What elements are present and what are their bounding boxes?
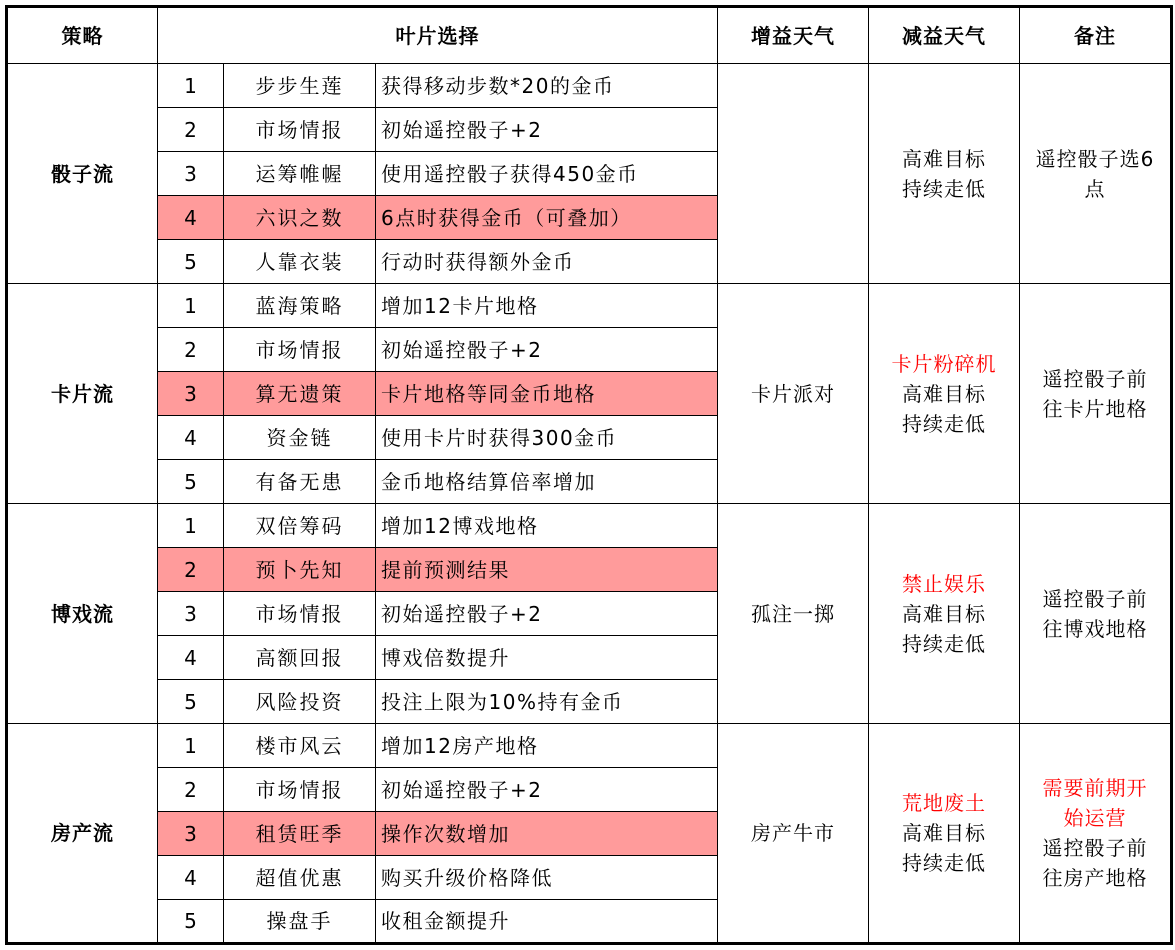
leaf-description: 初始遥控骰子+2 (376, 592, 718, 636)
table-row (7, 284, 1172, 328)
note-cell (1020, 64, 1172, 284)
note-text-line: 点 (1084, 176, 1106, 201)
leaf-description: 使用遥控骰子获得450金币 (376, 152, 718, 196)
strategy-cell: 骰子流 (7, 64, 158, 284)
leaf-description: 购买升级价格降低 (376, 856, 718, 900)
debuff-alert-text: 卡片粉碎机 (891, 351, 997, 376)
debuff-text-line: 持续走低 (902, 851, 987, 875)
leaf-number: 4 (158, 856, 224, 900)
leaf-number: 1 (158, 64, 224, 108)
leaf-name: 市场情报 (224, 592, 376, 636)
header-strategy: 策略 (7, 7, 158, 64)
debuff-text-line: 高难目标 (902, 821, 987, 845)
strategy-table (5, 5, 1173, 945)
leaf-number: 5 (158, 460, 224, 504)
leaf-description: 增加12卡片地格 (376, 284, 718, 328)
leaf-number: 1 (158, 504, 224, 548)
leaf-number: 2 (158, 108, 224, 152)
debuff-alert-text: 荒地废土 (902, 791, 987, 815)
strategy-cell: 房产流 (7, 724, 158, 944)
leaf-description: 6点时获得金币（可叠加） (376, 196, 718, 240)
debuff-text-line: 持续走低 (902, 176, 987, 201)
leaf-description: 初始遥控骰子+2 (376, 328, 718, 372)
header-buff-weather: 增益天气 (718, 7, 869, 64)
leaf-name: 楼市风云 (224, 724, 376, 768)
leaf-description: 提前预测结果 (376, 548, 718, 592)
buff-weather-cell: 房产牛市 (718, 724, 869, 944)
leaf-description: 操作次数增加 (376, 812, 718, 856)
leaf-number: 5 (158, 900, 224, 944)
leaf-description: 收租金额提升 (376, 900, 718, 944)
leaf-number: 5 (158, 240, 224, 284)
note-cell (1020, 284, 1172, 504)
leaf-description: 初始遥控骰子+2 (376, 768, 718, 812)
leaf-name: 人靠衣装 (224, 240, 376, 284)
leaf-number: 5 (158, 680, 224, 724)
note-alert-line: 始运营 (1063, 806, 1127, 830)
leaf-description: 增加12博戏地格 (376, 504, 718, 548)
leaf-number: 3 (158, 592, 224, 636)
note-alert-line: 需要前期开 (1042, 776, 1148, 800)
buff-weather-cell: 孤注一掷 (718, 504, 869, 724)
leaf-name: 高额回报 (224, 636, 376, 680)
note-cell (1020, 724, 1172, 944)
leaf-number: 3 (158, 812, 224, 856)
leaf-description: 投注上限为10%持有金币 (376, 680, 718, 724)
table-row (7, 64, 1172, 108)
leaf-name: 六识之数 (224, 196, 376, 240)
leaf-number: 2 (158, 548, 224, 592)
leaf-name: 租赁旺季 (224, 812, 376, 856)
leaf-description: 博戏倍数提升 (376, 636, 718, 680)
leaf-number: 3 (158, 152, 224, 196)
leaf-description: 获得移动步数*20的金币 (376, 64, 718, 108)
note-text-line: 遥控骰子选6 (1035, 146, 1155, 171)
leaf-name: 超值优惠 (224, 856, 376, 900)
leaf-name: 运筹帷幄 (224, 152, 376, 196)
leaf-number: 4 (158, 196, 224, 240)
strategy-cell: 卡片流 (7, 284, 158, 504)
leaf-number: 3 (158, 372, 224, 416)
header-leaf-selection: 叶片选择 (158, 7, 718, 64)
note-cell (1020, 504, 1172, 724)
leaf-name: 双倍筹码 (224, 504, 376, 548)
leaf-name: 市场情报 (224, 328, 376, 372)
leaf-number: 1 (158, 284, 224, 328)
debuff-text-line: 高难目标 (902, 601, 987, 626)
debuff-alert-text: 禁止娱乐 (902, 571, 987, 596)
debuff-text-line: 持续走低 (902, 411, 987, 436)
note-text-line: 遥控骰子前 (1042, 366, 1148, 391)
leaf-description: 使用卡片时获得300金币 (376, 416, 718, 460)
leaf-number: 1 (158, 724, 224, 768)
leaf-name: 算无遗策 (224, 372, 376, 416)
leaf-number: 4 (158, 636, 224, 680)
leaf-name: 操盘手 (224, 900, 376, 944)
header-debuff-weather: 减益天气 (869, 7, 1020, 64)
leaf-number: 2 (158, 328, 224, 372)
note-text-line: 遥控骰子前 (1042, 586, 1148, 611)
leaf-name: 预卜先知 (224, 548, 376, 592)
leaf-description: 增加12房产地格 (376, 724, 718, 768)
table-row (7, 504, 1172, 548)
table-header (7, 7, 1172, 64)
note-text-line: 往博戏地格 (1042, 616, 1148, 641)
leaf-name: 步步生莲 (224, 64, 376, 108)
leaf-description: 卡片地格等同金币地格 (376, 372, 718, 416)
debuff-text-line: 持续走低 (902, 631, 987, 656)
leaf-description: 金币地格结算倍率增加 (376, 460, 718, 504)
header-note: 备注 (1020, 7, 1172, 64)
debuff-weather-cell (869, 284, 1020, 504)
debuff-weather-cell (869, 724, 1020, 944)
debuff-weather-cell (869, 504, 1020, 724)
debuff-weather-cell (869, 64, 1020, 284)
note-text-line: 往房产地格 (1042, 866, 1148, 890)
note-text-line: 往卡片地格 (1042, 396, 1148, 421)
leaf-name: 市场情报 (224, 768, 376, 812)
leaf-name: 风险投资 (224, 680, 376, 724)
debuff-text-line: 高难目标 (902, 381, 987, 406)
table-body (7, 64, 1172, 944)
leaf-number: 4 (158, 416, 224, 460)
header-row (7, 7, 1172, 64)
leaf-name: 有备无患 (224, 460, 376, 504)
buff-weather-cell (718, 64, 869, 284)
leaf-description: 行动时获得额外金币 (376, 240, 718, 284)
leaf-name: 蓝海策略 (224, 284, 376, 328)
leaf-name: 资金链 (224, 416, 376, 460)
note-text-line: 遥控骰子前 (1042, 836, 1148, 860)
table-row (7, 724, 1172, 768)
strategy-cell: 博戏流 (7, 504, 158, 724)
leaf-name: 市场情报 (224, 108, 376, 152)
leaf-description: 初始遥控骰子+2 (376, 108, 718, 152)
buff-weather-cell: 卡片派对 (718, 284, 869, 504)
debuff-text-line: 高难目标 (902, 146, 987, 171)
leaf-number: 2 (158, 768, 224, 812)
